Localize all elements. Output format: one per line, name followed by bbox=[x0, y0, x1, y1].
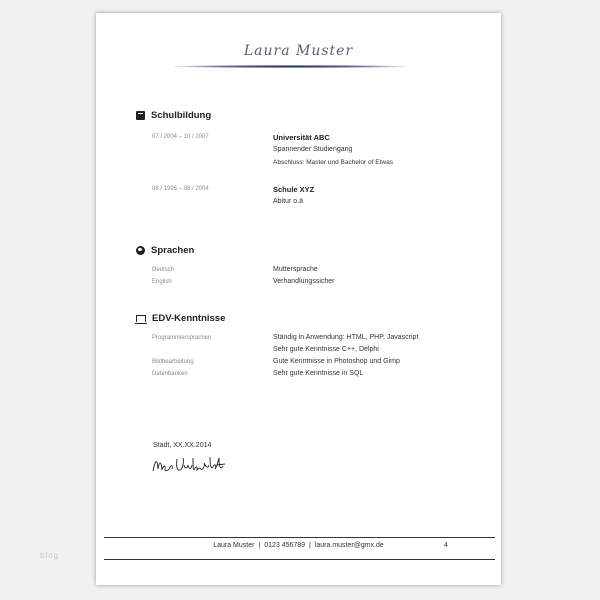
education-date-2: 08 / 1995 – 06 / 2004 bbox=[152, 186, 209, 192]
education-date-1: 07 / 2004 – 10 / 2007 bbox=[152, 134, 209, 140]
footer-phone: 0123 456789 bbox=[264, 542, 306, 549]
footer-name: Laura Muster bbox=[213, 542, 255, 549]
language-label-1: Deutsch bbox=[152, 267, 175, 273]
section-languages-title: Sprachen bbox=[151, 245, 195, 256]
education-line-1-2: Abschluss: Master und Bachelor of Etwas bbox=[273, 159, 393, 166]
footer-email[interactable]: laura.muster@gmx.de bbox=[314, 542, 384, 549]
education-institution-2: Schule XYZ bbox=[273, 185, 315, 194]
signature-place-date: Stadt, XX.XX.2014 bbox=[153, 442, 212, 449]
education-institution-1: Universität ABC bbox=[273, 133, 330, 142]
skill-label-1: Programmiersprachen bbox=[152, 335, 212, 341]
language-value-2: Verhandlungssicher bbox=[273, 278, 335, 285]
skill-label-2: Bildbearbeitung bbox=[152, 359, 194, 365]
cv-page bbox=[96, 13, 501, 585]
section-education-title: Schulbildung bbox=[151, 110, 212, 121]
globe-icon bbox=[136, 246, 145, 255]
footer-bottom-rule bbox=[104, 559, 495, 560]
section-education-heading bbox=[136, 110, 211, 121]
book-icon bbox=[136, 111, 145, 120]
footer-contact bbox=[96, 542, 501, 549]
skill-value-1-2: Sehr gute Kenntnisse C++, Delphi bbox=[273, 346, 379, 353]
watermark-text: blog bbox=[40, 551, 60, 560]
footer-page-number: 4 bbox=[444, 542, 448, 549]
footer-top-rule bbox=[104, 537, 495, 538]
skill-value-3-1: Sehr gute Kenntnisse in SQL bbox=[273, 370, 364, 377]
skill-value-1-1: Ständig in Anwendung: HTML, PHP, Javascript bbox=[273, 334, 419, 341]
laptop-icon bbox=[136, 315, 146, 322]
footer-separator-2: | bbox=[309, 542, 311, 549]
handwritten-signature bbox=[151, 453, 231, 475]
skill-value-2-1: Gute Kenntnisse in Photoshop und Gimp bbox=[273, 358, 400, 365]
skill-label-3: Datenbanken bbox=[152, 371, 188, 377]
footer-separator-1: | bbox=[258, 542, 261, 549]
education-line-2-1: Abitur o.ä bbox=[273, 198, 303, 205]
cv-name-title: Laura Muster bbox=[243, 43, 354, 59]
language-value-1: Muttersprache bbox=[273, 266, 318, 273]
education-line-1-1: Spannender Studiengang bbox=[273, 146, 353, 153]
section-languages-heading bbox=[136, 245, 194, 256]
section-it-skills-heading bbox=[136, 313, 225, 324]
section-it-skills-title: EDV-Kenntnisse bbox=[152, 313, 226, 324]
language-label-2: English bbox=[152, 279, 172, 285]
title-underline bbox=[174, 65, 406, 68]
